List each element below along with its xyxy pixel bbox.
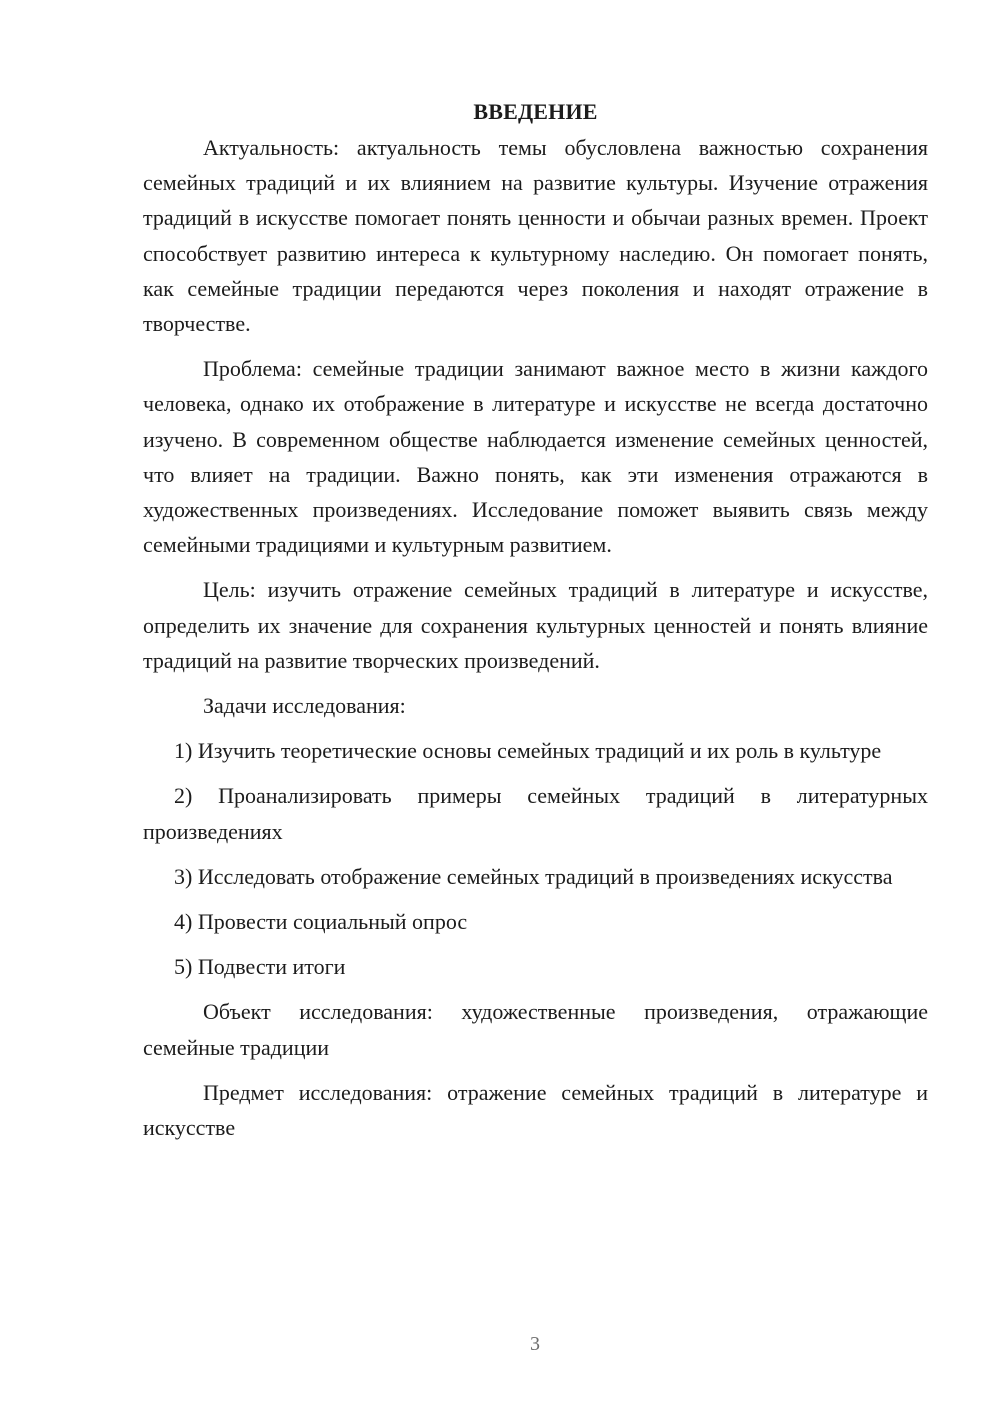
tasks-list: [143, 733, 928, 984]
section-title: ВВЕДЕНИЕ: [473, 99, 598, 124]
goal-paragraph: Цель: изучить отражение семейных традиций в литературе и искусстве, определить их значение для сохранения культурных ценностей и понять влияние традиций на развитие творческих произведений.: [143, 577, 928, 673]
task-item-2: 2) Проанализировать примеры семейных традиций в литературных произведениях: [143, 783, 928, 844]
research-object-paragraph: Объект исследования: художественные произведения, отражающие семейные традиции: [143, 999, 928, 1060]
task-item-4: 4) Провести социальный опрос: [174, 909, 468, 935]
task-item-1: 1) Изучить теоретические основы семейных традиций и их роль в культуре: [174, 738, 882, 764]
task-item-5: 5) Подвести итоги: [174, 954, 346, 980]
page-number: 3: [530, 1333, 540, 1355]
document-body: [143, 94, 928, 1155]
tasks-heading: Задачи исследования:: [203, 693, 406, 719]
research-subject-paragraph: Предмет исследования: отражение семейных традиций в литературе и искусстве: [143, 1079, 928, 1141]
task-item-3: 3) Исследовать отображение семейных традиций в произведениях искусства: [174, 863, 893, 889]
relevance-paragraph: Актуальность: актуальность темы обусловлена важностью сохранения семейных традиций и их влиянием на развитие культуры. Изучение отражения традиций в искусстве помогает понять ценности и обычаи разных времен. Проект способствует развитию интереса к культурному наследию. Он помогает понять, как семейные традиции передаются через поколения и находят отражение в творчестве.: [143, 135, 928, 337]
problem-paragraph: Проблема: семейные традиции занимают важное место в жизни каждого человека, однако их отображение в литературе и искусстве не всегда достаточно изучено. В современном обществе наблюдается изменение семейных ценностей, что влияет на традиции. Важно понять, как эти изменения отражаются в художественных произведениях. Исследование поможет выявить связь между семейными традициями и культурным развитием.: [143, 356, 928, 558]
